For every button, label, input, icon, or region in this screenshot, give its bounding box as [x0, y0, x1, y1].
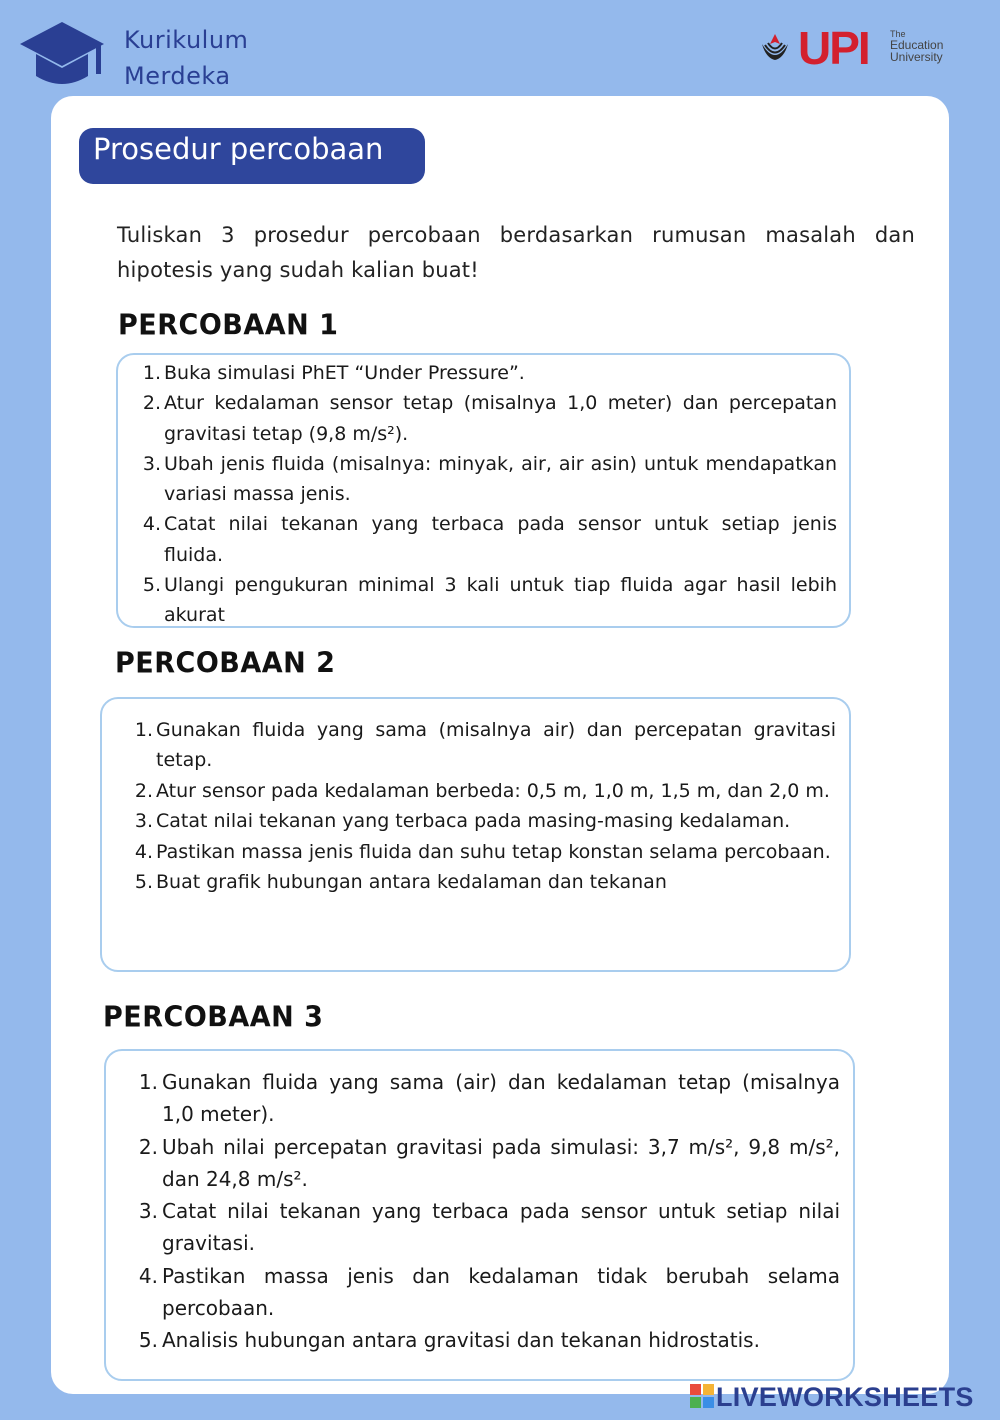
step-text: Ulangi pengukuran minimal 3 kali untuk tiap fluida agar hasil lebih akurat: [164, 574, 837, 627]
experiment-1-heading: PERCOBAAN 1: [118, 309, 339, 342]
step-number: 5.: [134, 871, 153, 894]
list-item: [133, 837, 836, 867]
brand-line-2: Merdeka: [124, 62, 231, 90]
step-number: 5.: [138, 1328, 158, 1353]
upi-logo: [758, 22, 958, 76]
list-item: [140, 1260, 840, 1325]
list-item: [143, 358, 837, 388]
step-text: Analisis hubungan antara gravitasi dan tekanan hidrostatis.: [162, 1328, 760, 1353]
list-item: [133, 715, 836, 776]
list-item: [140, 1131, 840, 1196]
list-item: [143, 449, 837, 510]
step-number: 2.: [142, 392, 161, 415]
step-number: 2.: [134, 779, 153, 802]
step-number: 1.: [142, 362, 161, 384]
step-number: 4.: [142, 513, 161, 536]
step-number: 4.: [138, 1263, 158, 1288]
experiment-3-box[interactable]: [104, 1049, 855, 1381]
step-number: 4.: [134, 840, 153, 863]
step-number: 3.: [134, 810, 153, 833]
step-text: Catat nilai tekanan yang terbaca pada sensor untuk setiap jenis fluida.: [164, 513, 837, 566]
step-number: 2.: [138, 1134, 158, 1159]
brand-title: [124, 22, 248, 94]
logo-subtitle: [890, 30, 943, 63]
watermark-text: LIVEWORKSHEETS: [716, 1382, 974, 1412]
list-item: [133, 806, 836, 836]
step-text: Ubah nilai percepatan gravitasi pada simulasi: 3,7 m/s², 9,8 m/s², dan 24,8 m/s².: [162, 1134, 840, 1191]
step-number: 1.: [138, 1070, 158, 1094]
list-item: [140, 1324, 840, 1356]
experiment-1-steps: [143, 358, 837, 631]
step-text: Atur sensor pada kedalaman berbeda: 0,5 m, 1,0 m, 1,5 m, dan 2,0 m.: [156, 779, 830, 802]
list-item: [143, 570, 837, 631]
experiment-2-steps: [133, 715, 836, 897]
step-text: Buat grafik hubungan antara kedalaman dan tekanan: [156, 871, 667, 894]
logo-sub-line-2: University: [890, 50, 943, 64]
logo-wordmark: UPI: [798, 22, 869, 74]
step-text: Gunakan fluida yang sama (misalnya air) dan percepatan gravitasi tetap.: [156, 719, 836, 772]
logo-sub-small: The: [890, 29, 906, 39]
step-number: 1.: [134, 719, 153, 741]
step-text: Ubah jenis fluida (misalnya: minyak, air, air asin) untuk mendapatkan variasi massa jenis.: [164, 452, 837, 506]
step-text: Gunakan fluida yang sama (air) dan kedalaman tetap (misalnya 1,0 meter).: [162, 1070, 840, 1127]
experiment-2-box[interactable]: [100, 697, 851, 972]
step-text: Buka simulasi PhET “Under Pressure”.: [164, 362, 525, 384]
logo-sub-line-1: Education: [890, 38, 944, 52]
step-number: 3.: [142, 452, 161, 475]
step-text: Catat nilai tekanan yang terbaca pada sensor untuk setiap nilai gravitasi.: [162, 1199, 840, 1256]
liveworksheets-logo[interactable]: [690, 1380, 990, 1414]
step-number: 5.: [142, 574, 161, 597]
brand-line-1: Kurikulum: [124, 26, 249, 54]
experiment-2-heading: PERCOBAAN 2: [115, 647, 336, 680]
step-text: Catat nilai tekanan yang terbaca pada masing-masing kedalaman.: [156, 810, 791, 833]
step-text: Atur kedalaman sensor tetap (misalnya 1,0 meter) dan percepatan gravitasi tetap (9,8 m/s²).: [164, 392, 837, 445]
experiment-3-steps: [140, 1066, 840, 1357]
list-item: [143, 509, 837, 570]
list-item: [143, 388, 837, 449]
experiment-3-heading: PERCOBAAN 3: [103, 1001, 324, 1034]
liveworksheets-squares-icon: [690, 1384, 714, 1408]
upi-emblem-icon: [758, 30, 792, 64]
graduation-cap-icon: [18, 20, 106, 92]
list-item: [133, 867, 836, 897]
instruction-text: Tuliskan 3 prosedur percobaan berdasarkan rumusan masalah dan hipotesis yang sudah kalian buat!: [117, 223, 915, 282]
list-item: [140, 1195, 840, 1260]
step-number: 3.: [138, 1199, 158, 1224]
section-title: Prosedur percobaan: [79, 128, 425, 184]
list-item: [133, 776, 836, 806]
step-text: Pastikan massa jenis dan kedalaman tidak berubah selama percobaan.: [162, 1263, 840, 1321]
experiment-1-box[interactable]: [116, 353, 851, 628]
list-item: [140, 1066, 840, 1131]
step-text: Pastikan massa jenis fluida dan suhu tetap konstan selama percobaan.: [156, 840, 831, 863]
